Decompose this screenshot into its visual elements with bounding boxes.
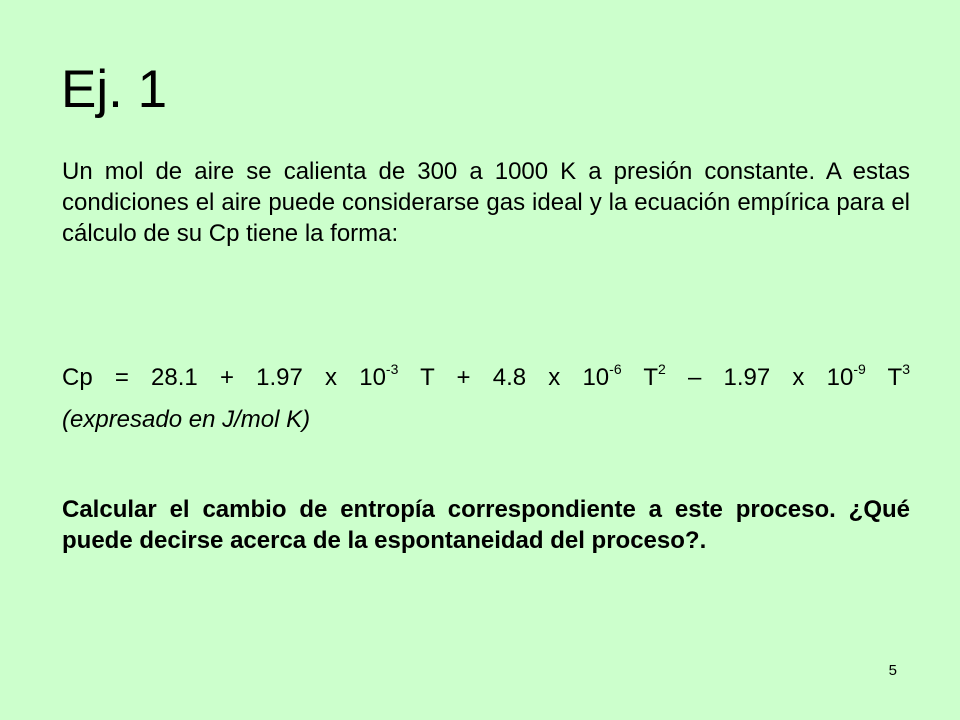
slide-title: Ej. 1 bbox=[61, 60, 168, 119]
problem-statement: Un mol de aire se calienta de 300 a 1000 K a presión constante. A estas condiciones el aire puede considerarse gas ideal y la ecuación empírica para el cálculo de su Cp tiene la forma: bbox=[62, 158, 910, 247]
equation-exponent: -9 bbox=[853, 361, 866, 377]
equation-exponent: -3 bbox=[385, 361, 399, 377]
equation-exponent: -6 bbox=[609, 361, 622, 377]
equation-text: T bbox=[865, 364, 903, 391]
units-note-text: (expresado en J/mol K) bbox=[62, 406, 311, 433]
question: Calcular el cambio de entropía correspondiente a este proceso. ¿Qué puede decirse acerca de la espontaneidad del proceso?. bbox=[62, 496, 910, 554]
equation-text: T bbox=[621, 364, 659, 391]
page-number: 5 bbox=[888, 662, 897, 679]
equation-text: T + 4.8 x 10 bbox=[398, 364, 610, 391]
units-note bbox=[62, 404, 910, 435]
equation-text: Cp = 28.1 + 1.97 x 10 bbox=[62, 364, 386, 391]
equation-exponent: 2 bbox=[658, 361, 666, 377]
equation-exponent: 3 bbox=[902, 361, 910, 377]
equation-text: – 1.97 x 10 bbox=[665, 364, 854, 391]
cp-equation bbox=[62, 362, 910, 393]
